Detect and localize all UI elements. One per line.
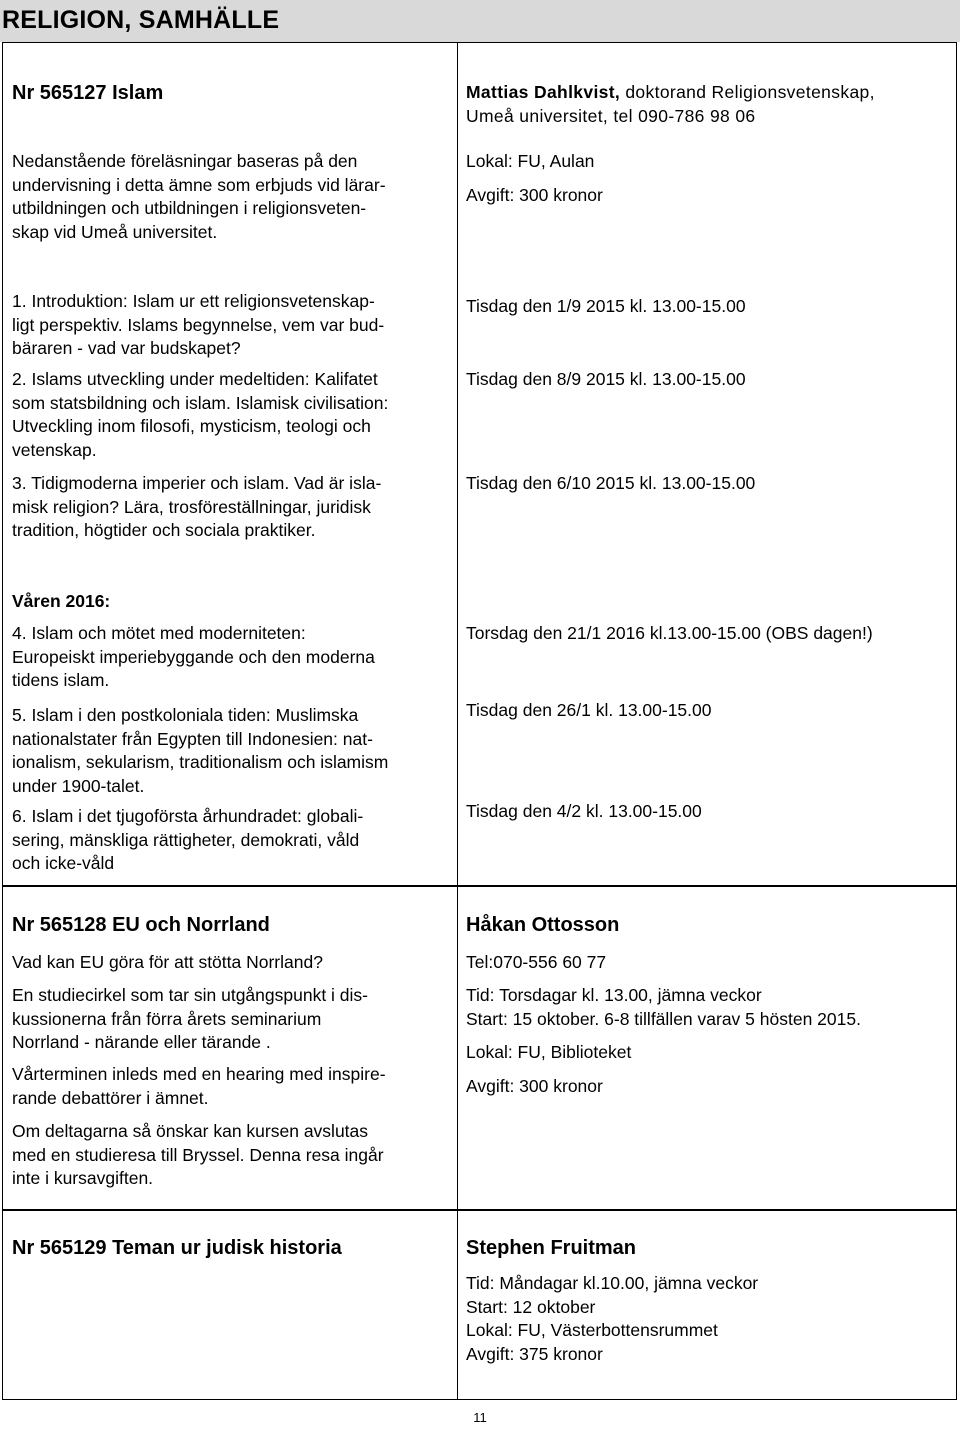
lecture-5-date: Tisdag den 26/1 kl. 13.00-15.00	[466, 700, 712, 720]
course-description-3	[12, 1120, 384, 1191]
lecture-text-line: tradition, högtider och sociala praktiker.	[12, 520, 316, 540]
lecture-1-date: Tisdag den 1/9 2015 kl. 13.00-15.00	[466, 296, 746, 316]
course-location: Lokal: FU, Biblioteket	[466, 1042, 632, 1062]
description-line: med en studieresa till Bryssel. Denna resa ingår	[12, 1144, 384, 1165]
course-title-islam: Nr 565127 Islam	[12, 82, 164, 104]
course-description-1	[12, 984, 368, 1055]
course-time: Tid: Torsdagar kl. 13.00, jämna veckor	[466, 985, 762, 1005]
description-line: rande debattörer i ämnet.	[12, 1087, 209, 1108]
lecture-4-date: Torsdag den 21/1 2016 kl.13.00-15.00 (OBS dagen!)	[466, 623, 873, 643]
course-description-2	[12, 1063, 386, 1110]
lecture-text-line: 2. Islams utveckling under medeltiden: Kalifatet	[12, 369, 378, 389]
course-schedule	[466, 984, 861, 1031]
lecture-text-line: ligt perspektiv. Islams begynnelse, vem var bud-	[12, 314, 385, 335]
lecture-text-line: under 1900-talet.	[12, 775, 145, 796]
lecture-6	[12, 805, 363, 876]
lecture-4	[12, 622, 375, 693]
column-divider	[457, 42, 458, 1400]
course-fee: Avgift: 300 kronor	[466, 1076, 603, 1096]
course-fee: Avgift: 300 kronor	[466, 185, 603, 205]
lecture-5	[12, 704, 388, 798]
course-leader: Håkan Ottosson	[466, 914, 620, 936]
lecture-3-date: Tisdag den 6/10 2015 kl. 13.00-15.00	[466, 473, 756, 493]
lecture-text-line: 3. Tidigmoderna imperier och islam. Vad är isla-	[12, 473, 382, 493]
course-intro	[12, 150, 386, 244]
lecture-2-date: Tisdag den 8/9 2015 kl. 13.00-15.00	[466, 369, 746, 389]
course-location: Lokal: FU, Västerbottensrummet	[466, 1320, 718, 1340]
description-line: En studiecirkel som tar sin utgångspunkt i dis-	[12, 985, 368, 1005]
lecture-text-line: Utveckling inom filosofi, mysticism, teologi och	[12, 416, 371, 436]
course-time: Tid: Måndagar kl.10.00, jämna veckor	[466, 1273, 759, 1293]
intro-line: utbildningen och utbildningen i religionsveten-	[12, 198, 367, 218]
intro-line: undervisning i detta ämne som erbjuds vid lärar-	[12, 174, 386, 195]
intro-line: skap vid Umeå universitet.	[12, 221, 218, 242]
lecture-text-line: tidens islam.	[12, 670, 110, 690]
lecture-6-date: Tisdag den 4/2 kl. 13.00-15.00	[466, 801, 702, 821]
course-details	[466, 1272, 758, 1366]
lecture-text-line: 5. Islam i den postkoloniala tiden: Muslimska	[12, 705, 359, 725]
course-title-eu-norrland: Nr 565128 EU och Norrland	[12, 914, 270, 936]
course-start: Start: 15 oktober. 6-8 tillfällen varav 5 hösten 2015.	[466, 1008, 861, 1029]
course-fee: Avgift: 375 kronor	[466, 1343, 603, 1364]
lecture-text-line: bäraren - vad var budskapet?	[12, 338, 241, 358]
section-header	[0, 0, 960, 42]
description-line: Vårterminen inleds med en hearing med inspire-	[12, 1064, 386, 1084]
lecture-text-line: misk religion? Lära, trosföreställningar, juridisk	[12, 496, 371, 517]
teacher-info	[466, 81, 875, 128]
teacher-affiliation: Umeå universitet, tel 090-786 98 06	[466, 105, 756, 126]
lecture-text-line: 1. Introduktion: Islam ur ett religionsvetenskap-	[12, 291, 375, 311]
lecture-3	[12, 472, 381, 543]
intro-line: Nedanstående föreläsningar baseras på den	[12, 151, 358, 171]
section-title: RELIGION, SAMHÄLLE	[2, 6, 280, 34]
lecture-2	[12, 368, 388, 462]
lecture-text-line: som statsbildning och islam. Islamisk civilisation:	[12, 392, 389, 413]
lecture-text-line: vetenskap.	[12, 439, 97, 460]
leader-phone: Tel:070-556 60 77	[466, 952, 607, 972]
lecture-text-line: och icke-våld	[12, 853, 115, 873]
lecture-text-line: Europeiskt imperiebyggande och den moderna	[12, 646, 375, 667]
course-location: Lokal: FU, Aulan	[466, 151, 595, 171]
lecture-1	[12, 290, 384, 361]
description-line: Norrland - närande eller tärande .	[12, 1032, 271, 1052]
description-line: kussionerna från förra årets seminarium	[12, 1008, 322, 1029]
course-title-judisk-historia: Nr 565129 Teman ur judisk historia	[12, 1237, 342, 1259]
row-divider-1	[2, 885, 957, 887]
course-leader: Stephen Fruitman	[466, 1237, 637, 1259]
page-number: 11	[473, 1410, 487, 1425]
teacher-role: doktorand Religionsvetenskap,	[620, 82, 875, 102]
lecture-text-line: nationalstater från Egypten till Indonesien: nat-	[12, 728, 373, 749]
spring-heading: Våren 2016:	[12, 591, 111, 611]
description-line: Om deltagarna så önskar kan kursen avslutas	[12, 1121, 369, 1141]
teacher-name: Mattias Dahlkvist,	[466, 82, 621, 102]
lecture-text-line: sering, mänskliga rättigheter, demokrati, våld	[12, 829, 360, 850]
lecture-text-line: 4. Islam och mötet med moderniteten:	[12, 623, 306, 643]
lecture-text-line: ionalism, sekularism, traditionalism och islamism	[12, 752, 389, 772]
course-question: Vad kan EU göra för att stötta Norrland?	[12, 952, 323, 972]
row-divider-2	[2, 1209, 957, 1211]
lecture-text-line: 6. Islam i det tjugoförsta århundradet: globali-	[12, 806, 364, 826]
description-line: inte i kursavgiften.	[12, 1168, 154, 1188]
course-start: Start: 12 oktober	[466, 1296, 596, 1317]
